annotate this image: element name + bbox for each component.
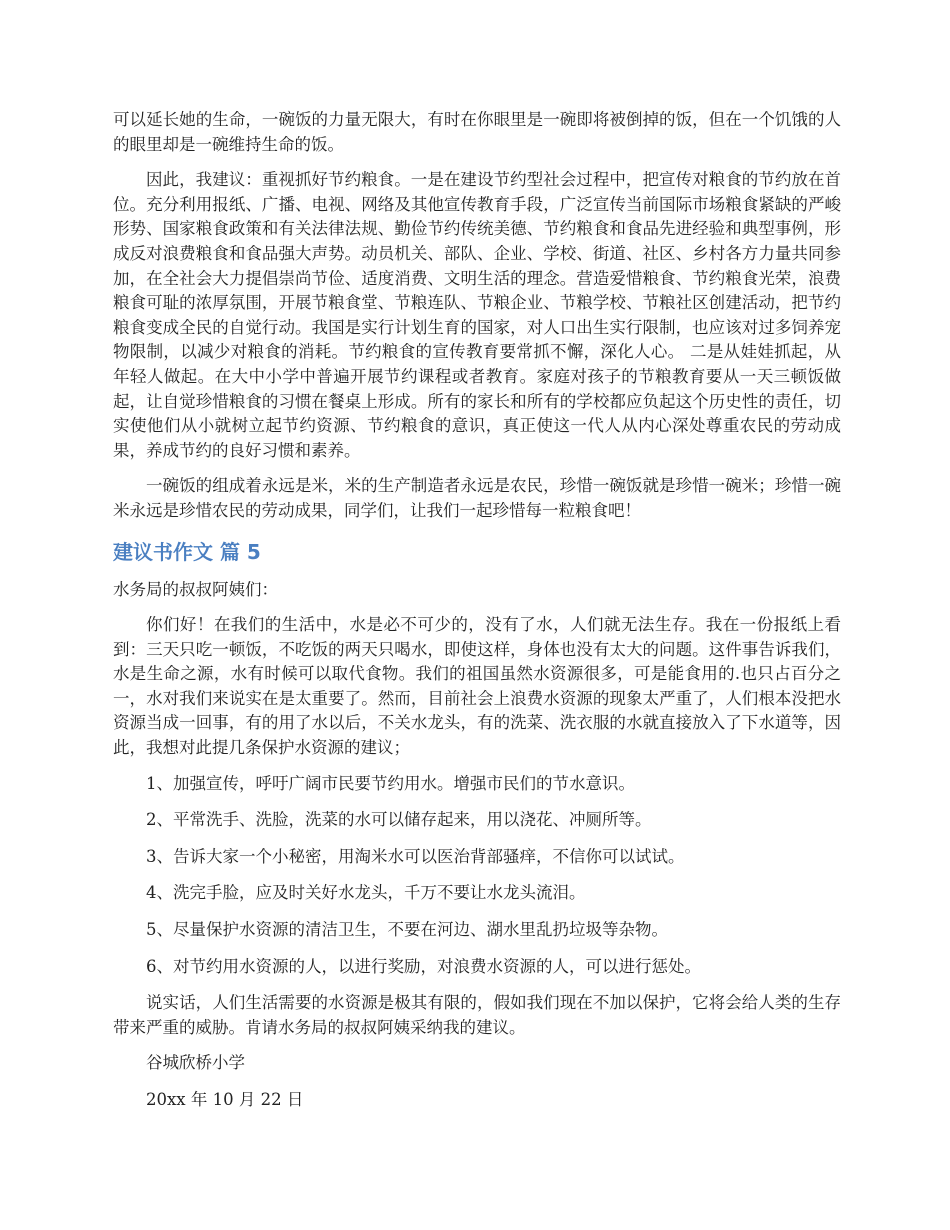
paragraph-continued: 可以延长她的生命，一碗饭的力量无限大，有时在你眼里是一碗即将被倒掉的饭，但在一个饥饿的人的眼里却是一碗维持生命的饭。 <box>113 110 841 154</box>
suggestion-item: 4、洗完手脸，应及时关好水龙头，千万不要让水龙头流泪。 <box>146 883 586 903</box>
document-body <box>113 108 841 1124</box>
date: 20xx 年 10 月 22 日 <box>146 1090 304 1109</box>
paragraph-intro: 你们好！在我们的生活中，水是必不可少的，没有了水，人们就无法生存。我在一份报纸上看到：三天只吃一顿饭，不吃饭的两天只喝水，即使这样，身体也没有太大的问题。这件事告诉我们，水是生命之源，水有时候可以取代食物。我们的祖国虽然水资源很多，可是能食用的.也只占百分之一，水对我们来说实在是太重要了。然而，目前社会上浪费水资源的现象太严重了，人们根本没把水资源当成一回事，有的用了水以后，不关水龙头，有的洗菜、洗衣服的水就直接放入了下水道等，因此，我想对此提几条保护水资源的建议； <box>113 615 841 758</box>
suggestion-item: 6、对节约用水资源的人，以进行奖励，对浪费水资源的人，可以进行惩处。 <box>146 956 701 976</box>
paragraph-closing: 说实话，人们生活需要的水资源是极其有限的，假如我们现在不加以保护，它将会给人类的生存带来严重的威胁。肯请水务局的叔叔阿姨采纳我的建议。 <box>113 993 841 1037</box>
suggestion-item: 1、加强宣传，呼吁广阔市民要节约用水。增强市民们的节水意识。 <box>146 773 635 793</box>
suggestion-item: 5、尽量保护水资源的清洁卫生，不要在河边、湖水里乱扔垃圾等杂物。 <box>146 920 668 940</box>
paragraph-conclusion: 一碗饭的组成着永远是米，米的生产制造者永远是农民，珍惜一碗饭就是珍惜一碗米；珍惜一碗米永远是珍惜农民的劳动成果，同学们，让我们一起珍惜每一粒粮食吧！ <box>113 476 841 520</box>
suggestion-item: 3、告诉大家一个小秘密，用淘米水可以医治背部骚痒，不信你可以试试。 <box>146 846 685 866</box>
signature: 谷城欣桥小学 <box>146 1053 245 1073</box>
paragraph-suggestion: 因此，我建议：重视抓好节约粮食。一是在建设节约型社会过程中，把宣传对粮食的节约放在首位。充分利用报纸、广播、电视、网络及其他宣传教育手段，广泛宣传当前国际市场粮食紧缺的严峻形势、国家粮食政策和有关法律法规、勤俭节约传统美德、节约粮食和食品先进经验和典型事例，形成反对浪费粮食和食品强大声势。动员机关、部队、企业、学校、街道、社区、乡村各方力量共同参加，在全社会大力提倡崇尚节俭、适度消费、文明生活的理念。营造爱惜粮食、节约粮食光荣，浪费粮食可耻的浓厚氛围，开展节粮食堂、节粮连队、节粮企业、节粮学校、节粮社区创建活动，把节约粮食变成全民的自觉行动。我国是实行计划生育的国家，对人口出生实行限制，也应该对过多饲养宠物限制，以减少对粮食的消耗。节约粮食的宣传教育要常抓不懈，深化人心。 二是从娃娃抓起，从年轻人做起。在大中小学中普遍开展节约课程或者教育。家庭对孩子的节粮教育要从一天三顿饭做起，让自觉珍惜粮食的习惯在餐桌上形成。所有的家长和所有的学校都应负起这个历史性的责任，切实使他们从小就树立起节约资源、节约粮食的意识，真正使这一代人从内心深处尊重农民的劳动成果，养成节约的良好习惯和素养。 <box>113 170 841 460</box>
suggestion-item: 2、平常洗手、洗脸，洗菜的水可以储存起来，用以浇花、冲厕所等。 <box>146 810 652 830</box>
salutation: 水务局的叔叔阿姨们： <box>113 579 278 599</box>
section-heading: 建议书作文 篇 5 <box>113 539 261 564</box>
